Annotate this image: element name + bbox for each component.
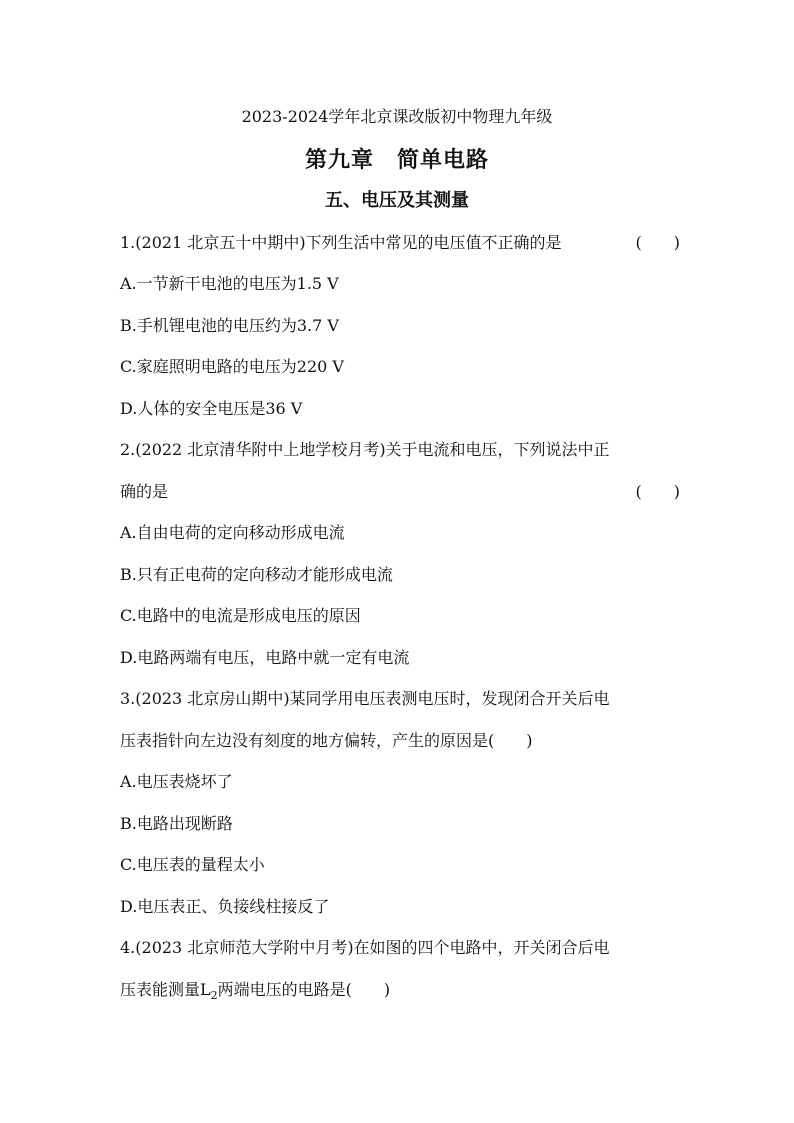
question-3-stem-line2: 压表指针向左边没有刻度的地方偏转，产生的原因是( ) (120, 731, 533, 750)
question-4-stem-line1: 4.(2023 北京师范大学附中月考)在如图的四个电路中，开关闭合后电 (120, 938, 610, 957)
question-3-option-c: C.电压表的量程太小 (120, 855, 265, 874)
question-1-answer-blank: ( ) (635, 233, 680, 252)
question-1-stem (120, 232, 680, 254)
question-2-option-b: B.只有正电荷的定向移动才能形成电流 (120, 565, 393, 584)
question-3-option-b: B.电路出现断路 (120, 814, 233, 833)
question-2-answer-blank: ( ) (635, 482, 680, 501)
question-4-subscript: 2 (210, 989, 218, 1003)
question-2-option-d: D.电路两端有电压，电路中就一定有电流 (120, 648, 410, 667)
question-4-text-post: 两端电压的电路是( ) (217, 980, 391, 999)
course-title: 2023-2024学年北京课改版初中物理九年级 (241, 107, 553, 126)
question-3-stem-line1: 3.(2023 北京房山期中)某同学用电压表测电压时，发现闭合开关后电 (120, 689, 610, 708)
question-2-option-a: A.自由电荷的定向移动形成电流 (120, 523, 345, 542)
question-2-option-c: C.电路中的电流是形成电压的原因 (120, 606, 361, 625)
question-1-text: 1.(2021 北京五十中期中)下列生活中常见的电压值不正确的是 (120, 233, 562, 252)
question-2-stem-line1: 2.(2022 北京清华附中上地学校月考)关于电流和电压，下列说法中正 (120, 440, 610, 459)
question-3-option-d: D.电压表正、负接线柱接反了 (120, 897, 330, 916)
question-4-text-pre: 压表能测量L (120, 980, 211, 999)
question-1-option-a: A.一节新干电池的电压为1.5 V (120, 274, 339, 293)
question-2-text: 确的是 (120, 482, 169, 501)
question-4-stem-line2 (120, 979, 680, 1001)
section-title: 五、电压及其测量 (325, 190, 469, 211)
question-2-stem-line2 (120, 481, 680, 503)
question-1-option-b: B.手机锂电池的电压约为3.7 V (120, 316, 339, 335)
question-3-option-a: A.电压表烧坏了 (120, 772, 233, 791)
question-1-option-c: C.家庭照明电路的电压为220 V (120, 357, 344, 376)
chapter-title: 第九章 简单电路 (304, 147, 489, 173)
question-1-option-d: D.人体的安全电压是36 V (120, 399, 303, 418)
